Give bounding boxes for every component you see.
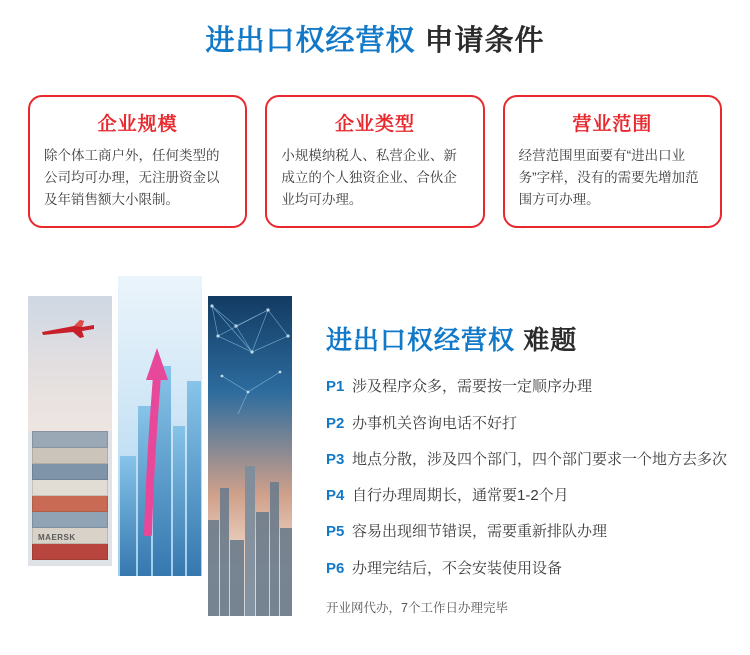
airplane-icon	[40, 318, 96, 340]
problem-code: P1	[326, 378, 345, 396]
problem-code: P6	[326, 559, 345, 577]
condition-card-company-scale	[28, 95, 247, 229]
problem-code: P2	[326, 414, 345, 432]
network-lines-overlay	[208, 296, 292, 416]
problem-code: P4	[326, 487, 345, 505]
problems-list	[326, 375, 750, 580]
problems-title-accent: 进出口权经营权	[326, 325, 516, 356]
card-title: 企业类型	[334, 113, 415, 135]
problem-code: P3	[326, 450, 345, 468]
growth-arrow-city-photo	[118, 276, 202, 576]
air-cargo-and-shipping-containers-photo	[28, 296, 112, 566]
card-body: 除个体工商户外，任何类型的公司均可办理，无注册资金以及年销售额大小限制。	[44, 147, 220, 207]
problem-code: P5	[326, 523, 345, 541]
lower-section	[0, 266, 750, 616]
problem-text: 办事机关咨询电话不好打	[352, 414, 518, 432]
list-item	[326, 520, 750, 543]
page-title	[0, 0, 750, 59]
list-item	[326, 412, 750, 435]
page-title-accent: 进出口权经营权	[205, 25, 416, 57]
shipping-containers	[28, 431, 112, 566]
photo-strip	[28, 266, 292, 616]
card-body: 小规模纳税人、私营企业、新成立的个人独资企业、合伙企业均可办理。	[281, 147, 457, 207]
problems-title	[326, 320, 750, 357]
problem-text: 自行办理周期长，通常要1-2个月	[352, 487, 569, 505]
condition-card-company-type	[265, 95, 484, 229]
problem-text: 办理完结后，不会安装使用设备	[352, 559, 563, 577]
card-body: 经营范围里面要有“进出口业务”字样，没有的需要先增加范围方可办理。	[518, 147, 699, 207]
container-brand-label: MAERSK	[38, 533, 76, 543]
problem-text: 地点分散，涉及四个部门，四个部门要求一个地方去多次	[352, 450, 728, 468]
page-title-rest: 申请条件	[424, 25, 545, 57]
footnote: 开业网代办，7个工作日办理完毕	[326, 600, 508, 615]
list-item	[326, 448, 750, 471]
problem-text: 涉及程序众多，需要按一定顺序办理	[352, 378, 593, 396]
problem-text: 容易出现细节错误，需要重新排队办理	[352, 523, 608, 541]
problems-title-rest: 难题	[523, 325, 578, 356]
upward-arrow-icon	[144, 346, 170, 536]
condition-card-business-scope	[503, 95, 722, 229]
list-item	[326, 557, 750, 580]
list-item	[326, 375, 750, 398]
card-title: 企业规模	[97, 113, 178, 135]
city-skyline-network-photo	[208, 296, 292, 616]
list-item	[326, 484, 750, 507]
problems-section	[326, 266, 750, 616]
condition-cards	[0, 95, 750, 229]
card-title: 营业范围	[572, 113, 653, 135]
